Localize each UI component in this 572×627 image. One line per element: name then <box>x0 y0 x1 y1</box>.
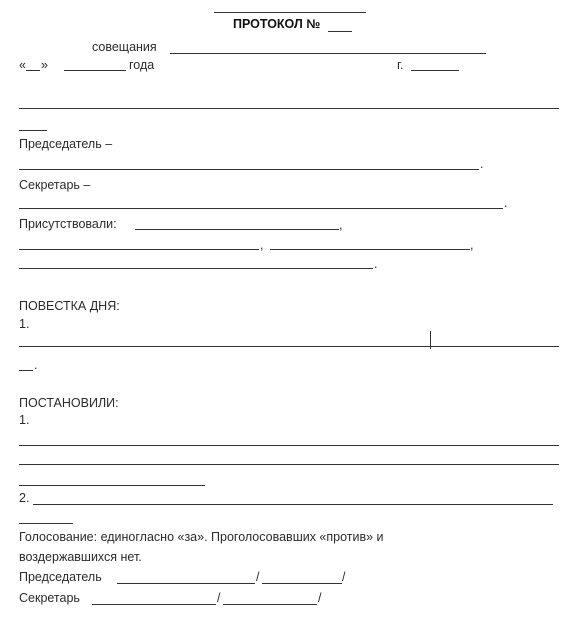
agenda-period: . <box>34 358 38 372</box>
present-field-3[interactable] <box>270 249 470 250</box>
text-cursor <box>430 331 431 349</box>
present-label: Присутствовали: <box>19 217 117 231</box>
resolved-item-1-field-b[interactable] <box>19 464 559 465</box>
resolved-item-2-tail[interactable] <box>19 523 73 524</box>
present-comma-2: , <box>260 238 264 252</box>
resolved-item-1-field-a[interactable] <box>19 445 559 446</box>
sign-chairman-slash-2: / <box>342 570 346 584</box>
chairman-field[interactable] <box>19 169 479 170</box>
agenda-item-1-field[interactable] <box>19 346 559 347</box>
date-close-quote: » <box>41 58 48 72</box>
resolved-item-2-field[interactable] <box>33 504 553 505</box>
resolved-title: ПОСТАНОВИЛИ: <box>19 396 119 410</box>
sign-secretary-label: Секретарь <box>19 591 80 605</box>
title-overline <box>214 12 366 13</box>
document-title: ПРОТОКОЛ № <box>233 17 321 31</box>
meeting-label: совещания <box>92 40 157 54</box>
resolved-item-2-number: 2. <box>19 491 30 505</box>
month-field[interactable] <box>64 70 126 71</box>
present-comma-3: , <box>470 238 474 252</box>
subject-line-field[interactable] <box>19 108 559 109</box>
voting-text-line-1: Голосование: единогласно «за». Проголосовавших «против» и <box>19 530 384 544</box>
present-field-2[interactable] <box>19 249 259 250</box>
agenda-item-1-number: 1. <box>19 317 30 331</box>
present-period: . <box>374 257 378 271</box>
city-label: г. <box>397 58 404 72</box>
sign-chairman-slash-1: / <box>256 570 260 584</box>
year-label: года <box>129 58 155 72</box>
city-field[interactable] <box>411 70 459 71</box>
sign-secretary-slash-2: / <box>318 591 322 605</box>
secretary-field[interactable] <box>19 208 503 209</box>
resolved-item-1-field-c[interactable] <box>19 485 205 486</box>
date-open-quote: « <box>19 58 26 72</box>
sign-secretary-slash-1: / <box>217 591 221 605</box>
subject-line-tail[interactable] <box>19 130 47 131</box>
agenda-item-1-tail[interactable] <box>19 370 33 371</box>
chairman-label: Председатель – <box>19 137 113 151</box>
protocol-number-field[interactable] <box>328 31 352 32</box>
sign-chairman-name-field[interactable] <box>262 583 342 584</box>
voting-text-line-2: воздержавшихся нет. <box>19 550 142 564</box>
day-field[interactable] <box>26 70 40 71</box>
present-field-4[interactable] <box>19 268 373 269</box>
meeting-name-field[interactable] <box>170 53 486 54</box>
chairman-period: . <box>480 157 484 171</box>
sign-chairman-label: Председатель <box>19 570 102 584</box>
sign-secretary-signature-field[interactable] <box>92 604 216 605</box>
resolved-item-1-number: 1. <box>19 413 30 427</box>
secretary-label: Секретарь – <box>19 178 91 192</box>
secretary-period: . <box>504 196 508 210</box>
agenda-title: ПОВЕСТКА ДНЯ: <box>19 299 120 313</box>
present-comma-1: , <box>339 218 343 232</box>
sign-secretary-name-field[interactable] <box>223 604 317 605</box>
sign-chairman-signature-field[interactable] <box>117 583 255 584</box>
present-field-1[interactable] <box>135 229 339 230</box>
